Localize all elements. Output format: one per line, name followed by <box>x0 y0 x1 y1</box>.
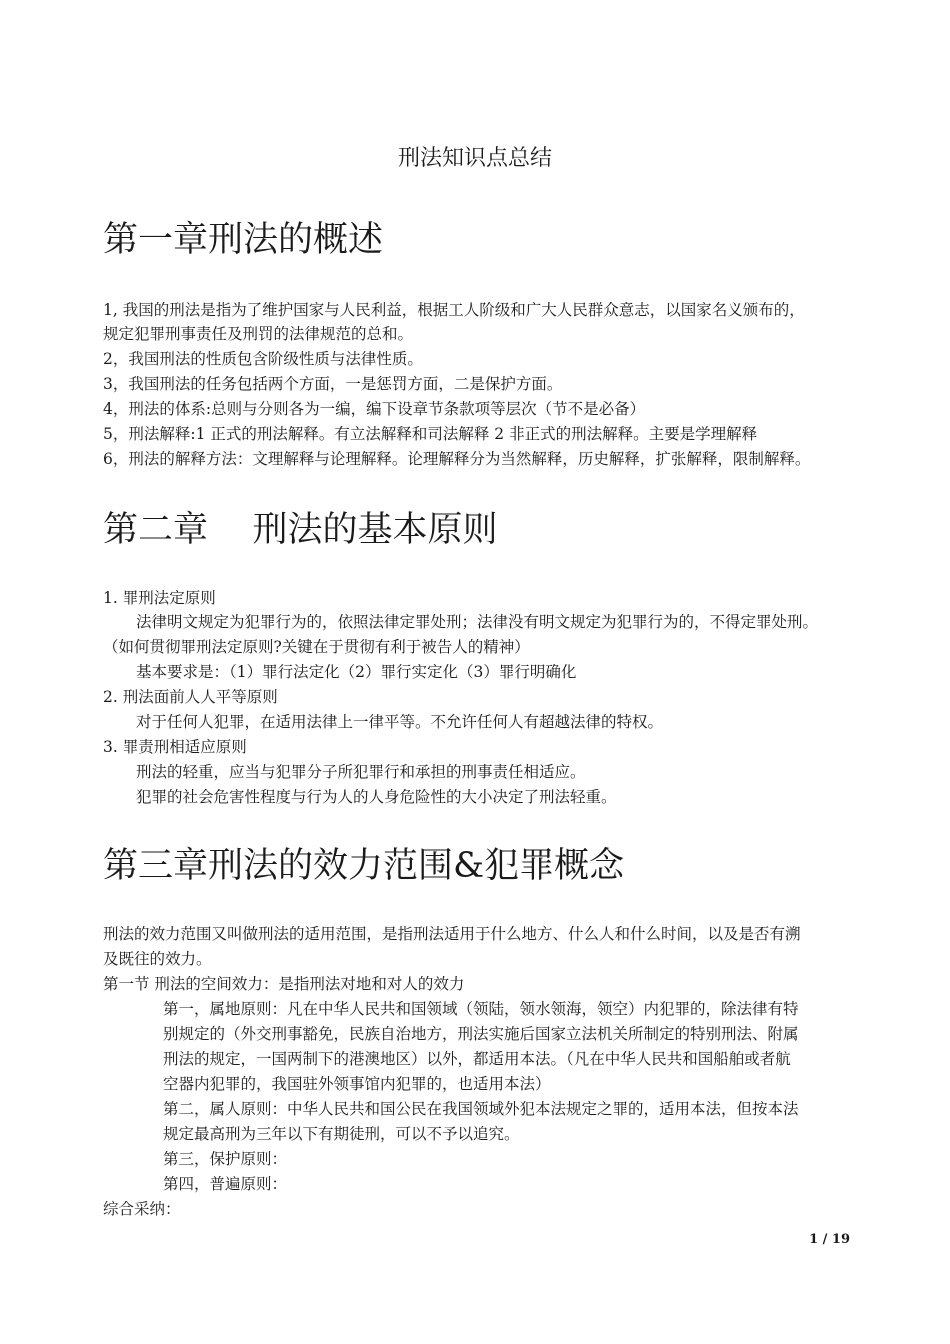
ch3-paragraph-line: 第四，普遍原则： <box>163 1175 288 1193</box>
ch2-principle-heading: 3. 罪责刑相适应原则 <box>103 738 247 756</box>
ch2-paragraph-line: 基本要求是：（1）罪行法定化（2）罪行实定化（3）罪行明确化 <box>136 663 577 681</box>
ch3-paragraph-line: 第三，保护原则： <box>163 1150 288 1168</box>
chapter-2-heading: 第二章 刑法的基本原则 <box>103 510 498 550</box>
ch3-paragraph-line: 刑法的规定，一国两制下的港澳地区）以外，都适用本法。（凡在中华人民共和国船舶或者航 <box>163 1050 791 1068</box>
ch3-section-heading: 第一节 刑法的空间效力：是指刑法对地和对人的效力 <box>103 975 465 993</box>
ch2-paragraph-line: 对于任何人犯罪，在适用法律上一律平等。不允许任何人有超越法律的特权。 <box>136 713 664 731</box>
chapter-1-heading: 第一章刑法的概述 <box>103 220 384 260</box>
document-title: 刑法知识点总结 <box>397 146 552 171</box>
ch1-paragraph-line: 1, 我国的刑法是指为了维护国家与人民利益，根据工人阶级和广大人民群众意志，以国家名义颁布的， <box>103 301 805 319</box>
ch2-paragraph-line: 刑法的轻重，应当与犯罪分子所犯罪行和承担的刑事责任相适应。 <box>136 763 586 781</box>
ch1-list-item: 4，刑法的体系:总则与分则各为一编，编下设章节条款项等层次（节不是必备） <box>103 400 646 418</box>
ch2-paragraph-line: （如何贯彻罪刑法定原则?关键在于贯彻有利于被告人的精神） <box>103 638 530 656</box>
ch1-paragraph-line: 规定犯罪刑事责任及刑罚的法律规范的总和。 <box>103 325 414 343</box>
ch1-list-item: 6，刑法的解释方法：文理解释与论理解释。论理解释分为当然解释，历史解释，扩张解释，限制解释。 <box>103 450 811 468</box>
ch3-paragraph-line: 综合采纳： <box>103 1200 181 1218</box>
ch2-paragraph-line: 法律明文规定为犯罪行为的，依照法律定罪处刑；法律没有明文规定为犯罪行为的，不得定罪处刑。 <box>136 613 819 631</box>
ch3-paragraph-line: 刑法的效力范围又叫做刑法的适用范围，是指刑法适用于什么地方、什么人和什么时间，以及是否有溯 <box>103 925 801 943</box>
ch3-paragraph-line: 空器内犯罪的，我国驻外领事馆内犯罪的，也适用本法） <box>163 1075 551 1093</box>
ch3-paragraph-line: 别规定的（外交刑事豁免，民族自治地方，刑法实施后国家立法机关所制定的特别刑法、附属 <box>163 1025 799 1043</box>
chapter-3-heading: 第三章刑法的效力范围&犯罪概念 <box>103 846 625 886</box>
ch3-paragraph-line: 及既往的效力。 <box>103 950 212 968</box>
ch3-paragraph-line: 规定最高刑为三年以下有期徒刑，可以不予以追究。 <box>163 1125 520 1143</box>
page-number: 1 / 19 <box>809 1232 850 1247</box>
ch2-principle-heading: 2. 刑法面前人人平等原则 <box>103 688 278 706</box>
ch1-list-item: 3，我国刑法的任务包括两个方面，一是惩罚方面，二是保护方面。 <box>103 375 563 393</box>
ch2-principle-heading: 1. 罪刑法定原则 <box>103 589 216 607</box>
ch1-list-item: 5，刑法解释:1 正式的刑法解释。有立法解释和司法解释 2 非正式的刑法解释。主要是学理解释 <box>103 425 758 443</box>
ch1-list-item: 2，我国刑法的性质包含阶级性质与法律性质。 <box>103 350 423 368</box>
ch3-paragraph-line: 第一，属地原则：凡在中华人民共和国领域（领陆，领水领海，领空）内犯罪的，除法律有特 <box>163 1000 799 1018</box>
ch2-paragraph-line: 犯罪的社会危害性程度与行为人的人身危险性的大小决定了刑法轻重。 <box>136 788 617 806</box>
ch3-paragraph-line: 第二，属人原则：中华人民共和国公民在我国领域外犯本法规定之罪的，适用本法，但按本法 <box>163 1100 799 1118</box>
